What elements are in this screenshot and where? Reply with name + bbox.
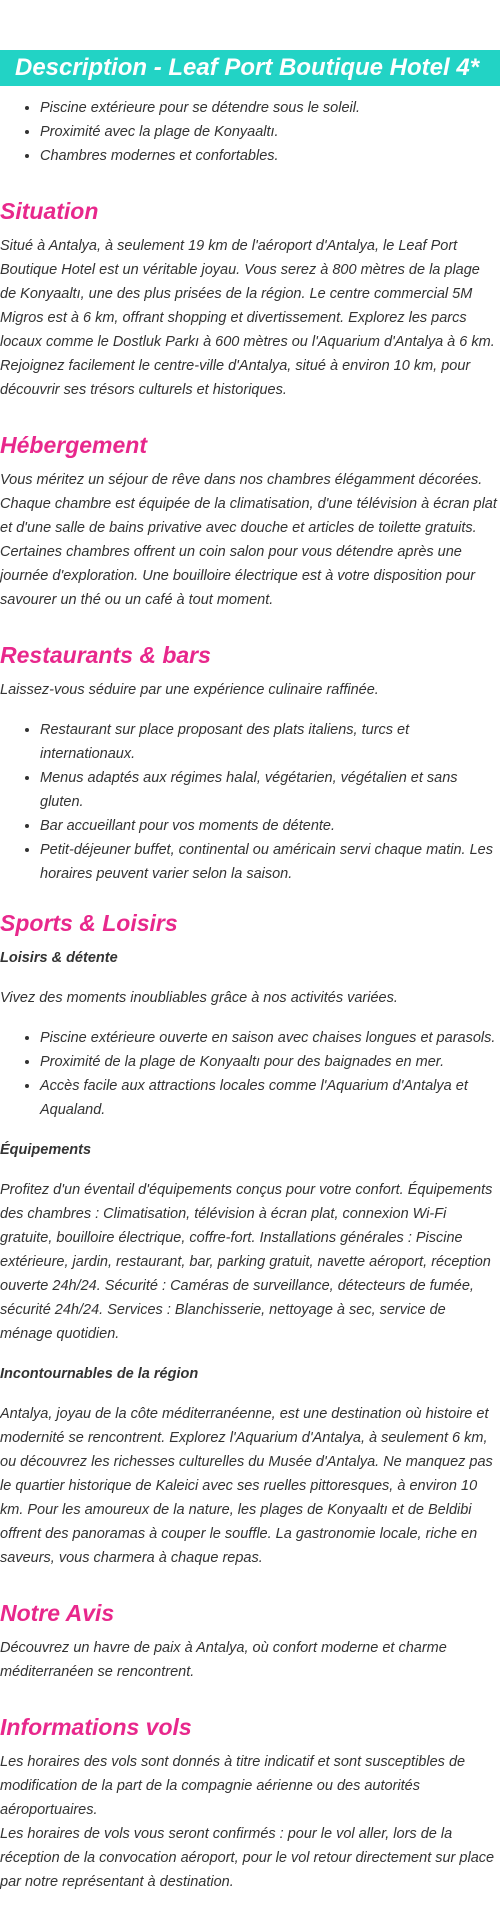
list-item: • Piscine extérieure pour se détendre sous le soleil. <box>40 96 500 120</box>
vols-text-1: Les horaires des vols sont donnés à titre indicatif et sont susceptibles de modification de la part de la compagnie aérienne ou des autorités aéroportuaires. <box>0 1754 466 1818</box>
vols-heading: Informations vols <box>0 1714 192 1740</box>
list-item: • Accès facile aux attractions locales comme l'Aquarium d'Antalya et Aqualand. <box>40 1074 500 1122</box>
restaurants-intro: Laissez-vous séduire par une expérience culinaire raffinée. <box>0 682 379 698</box>
hebergement-heading: Hébergement <box>0 432 147 458</box>
restaurants-heading: Restaurants & bars <box>0 642 211 668</box>
loisirs-intro: Vivez des moments inoubliables grâce à nos activités variées. <box>0 990 398 1006</box>
page-title: Description - Leaf Port Boutique Hotel 4* <box>0 50 500 86</box>
highlights-list <box>0 96 500 168</box>
equipements-text: Profitez d'un éventail d'équipements conçus pour votre confort. Équipements des chambres : Climatisation, télévision à écran plat, connexion Wi-Fi gratuite, bouilloire électrique, coffre-fort. Installations générales : Piscine extérieure, jardin, restaurant, bar, parking gratuit, navette aéroport, réception ouverte 24h/24. Sécurité : Caméras de surveillance, détecteurs de fumée, sécurité 24h/24. Services : Blanchisserie, nettoyage à sec, service de ménage quotidien. <box>0 1182 493 1342</box>
restaurants-list <box>0 718 500 886</box>
loisirs-list <box>0 1026 500 1122</box>
list-item: • Bar accueillant pour vos moments de détente. <box>40 814 500 838</box>
vols-text-2: Les horaires de vols vous seront confirmés : pour le vol aller, lors de la réception de la convocation aéroport, pour le vol retour directement sur place par notre représentant à destination. <box>0 1826 495 1890</box>
loisirs-subheading: Loisirs & détente <box>0 950 118 966</box>
incontournables-subheading: Incontournables de la région <box>0 1366 199 1382</box>
list-item: • Petit-déjeuner buffet, continental ou américain servi chaque matin. Les horaires peuvent varier selon la saison. <box>40 838 500 886</box>
list-item: • Proximité avec la plage de Konyaaltı. <box>40 120 500 144</box>
hebergement-text: Vous méritez un séjour de rêve dans nos chambres élégamment décorées. Chaque chambre est équipée de la climatisation, d'une télévision à écran plat et d'une salle de bains privative avec douche et articles de toilette gratuits. Certaines chambres offrent un coin salon pour vous détendre après une journée d'exploration. Une bouilloire électrique est à votre disposition pour savourer un thé ou un café à tout moment. <box>0 472 497 608</box>
list-item: • Menus adaptés aux régimes halal, végétarien, végétalien et sans gluten. <box>40 766 500 814</box>
list-item: • Proximité de la plage de Konyaaltı pour des baignades en mer. <box>40 1050 500 1074</box>
incontournables-text: Antalya, joyau de la côte méditerranéenne, est une destination où histoire et modernité se rencontrent. Explorez l'Aquarium d'Antalya, à seulement 6 km, ou découvrez les richesses culturelles du Musée d'Antalya. Ne manquez pas le quartier historique de Kaleici avec ses ruelles pittoresques, à environ 10 km. Pour les amoureux de la nature, les plages de Konyaaltı et de Beldibi offrent des panoramas à couper le souffle. La gastronomie locale, riche en saveurs, vous charmera à chaque repas. <box>0 1406 493 1566</box>
sports-heading: Sports & Loisirs <box>0 910 178 936</box>
list-item: • Restaurant sur place proposant des plats italiens, turcs et internationaux. <box>40 718 500 766</box>
list-item: • Piscine extérieure ouverte en saison avec chaises longues et parasols. <box>40 1026 500 1050</box>
situation-heading: Situation <box>0 198 99 224</box>
avis-heading: Notre Avis <box>0 1600 115 1626</box>
equipements-subheading: Équipements <box>0 1142 92 1158</box>
list-item: • Chambres modernes et confortables. <box>40 144 500 168</box>
situation-text: Situé à Antalya, à seulement 19 km de l'aéroport d'Antalya, le Leaf Port Boutique Hotel est un véritable joyau. Vous serez à 800 mètres de la plage de Konyaaltı, une des plus prisées de la région. Le centre commercial 5M Migros est à 6 km, offrant shopping et divertissement. Explorez les parcs locaux comme le Dostluk Parkı à 600 mètres ou l'Aquarium d'Antalya à 6 km. Rejoignez facilement le centre-ville d'Antalya, situé à environ 10 km, pour découvrir ses trésors culturels et historiques. <box>0 238 495 398</box>
avis-text: Découvrez un havre de paix à Antalya, où confort moderne et charme méditerranéen se rencontrent. <box>0 1640 447 1680</box>
